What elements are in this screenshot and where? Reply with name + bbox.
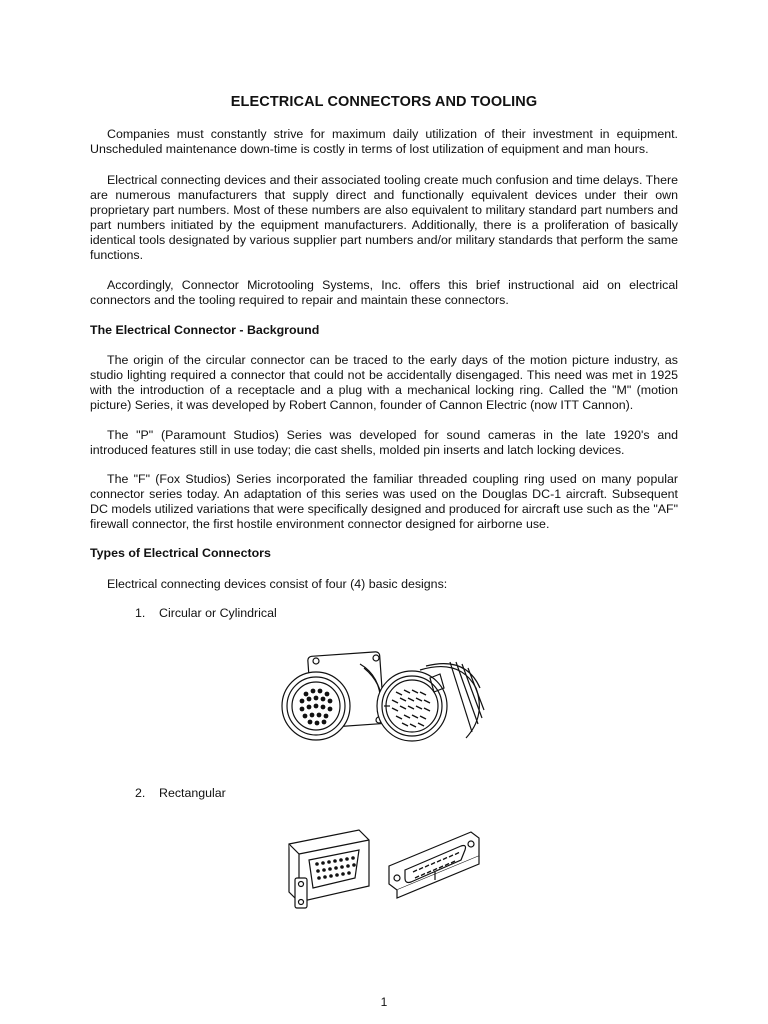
types-intro: Electrical connecting devices consist of four (4) basic designs: — [107, 577, 448, 591]
circular-connector-illustration — [280, 648, 490, 758]
background-heading: The Electrical Connector - Background — [90, 323, 320, 337]
list-item-rectangular — [135, 786, 226, 800]
list-item-label: Rectangular — [159, 786, 226, 800]
list-item-circular — [135, 606, 277, 620]
intro-paragraph-2: Electrical connecting devices and their associated tooling create much confusion and time delays. There are numerous manufacturers that supply direct and functionally equivalent devices under their own proprietary part numbers. Most of these numbers are also equivalent to military standard part numbers and part numbers initiated by the equipment manufacturers. Additionally, there is a proliferation of basically identical tools designated by various supplier part numbers and/or military standards that perform the same functions. — [90, 173, 678, 262]
background-paragraph-3: The "F" (Fox Studios) Series incorporated the familiar threaded coupling ring used on many popular connector series today. An adaptation of this series was used on the Douglas DC-1 aircraft. Subsequent DC models utilized variations that were specifically designed and produced for aircraft use such as the "AF" firewall connector, the first hostile environment connector designed for airborne use. — [90, 472, 679, 531]
intro-paragraph-1: Companies must constantly strive for maximum daily utilization of their investment in equipment. Unscheduled maintenance down-time is costly in terms of lost utilization of equipment and man hours. — [90, 127, 678, 156]
page-number: 1 — [380, 995, 388, 1009]
intro-paragraph-3: Accordingly, Connector Microtooling Systems, Inc. offers this brief instructional aid on electrical connectors and the tooling required to repair and maintain these connectors. — [90, 278, 678, 307]
list-item-number: 1. — [135, 606, 146, 620]
list-item-number: 2. — [135, 786, 146, 800]
document-page — [90, 0, 678, 1024]
page-title: ELECTRICAL CONNECTORS AND TOOLING — [230, 94, 538, 110]
list-item-label: Circular or Cylindrical — [159, 606, 277, 620]
rectangular-connector-illustration — [285, 826, 485, 916]
types-heading: Types of Electrical Connectors — [90, 546, 271, 560]
background-paragraph-2: The "P" (Paramount Studios) Series was developed for sound cameras in the late 1920's and introduced features still in use today; die cast shells, molded pin inserts and latch locking devices. — [90, 428, 678, 457]
background-paragraph-1: The origin of the circular connector can be traced to the early days of the motion picture industry, as studio lighting required a connector that could not be accidentally disengaged. This need was met in 1925 with the introduction of a receptacle and a plug with a mechanical locking ring. Called the "M" (motion picture) Series, it was developed by Robert Cannon, founder of Cannon Electric (now ITT Cannon). — [90, 353, 678, 412]
